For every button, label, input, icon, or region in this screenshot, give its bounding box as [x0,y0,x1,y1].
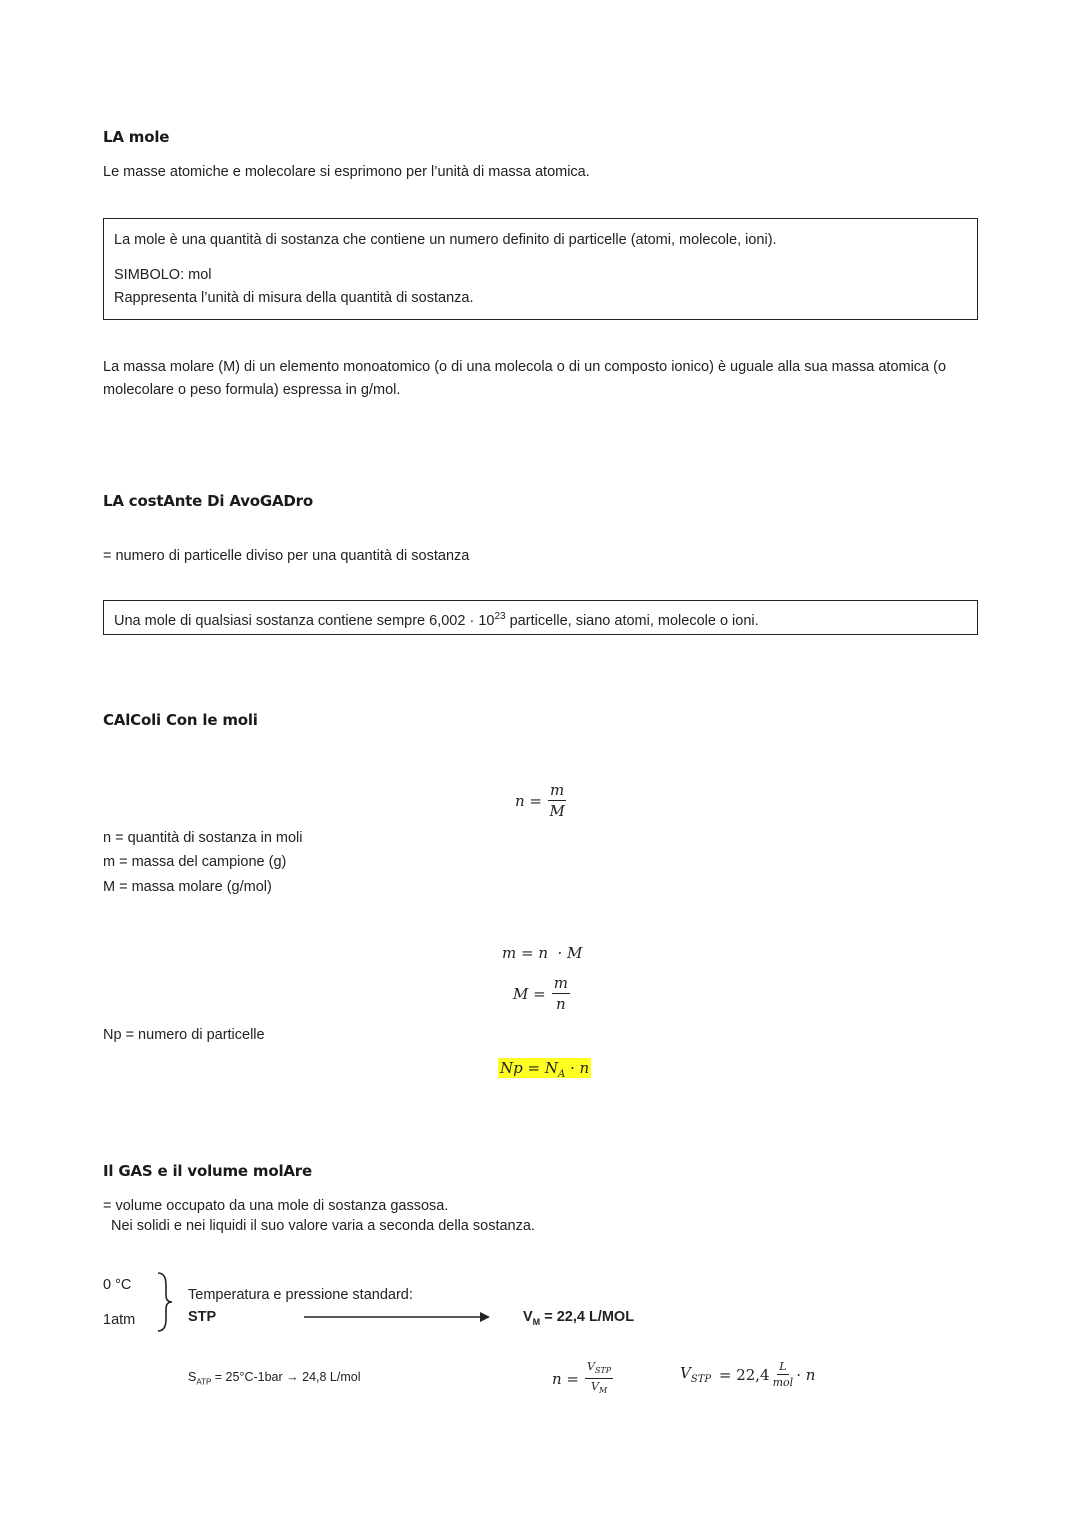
vm-prefix: V [523,1309,533,1325]
gas-definition: = volume occupato da una mole di sostanza gassosa. [103,1198,449,1214]
formula-n-num: $V_{STP}$ [585,1360,613,1379]
avogadro-box-text [114,607,759,631]
temp-label: 0 °C [103,1277,132,1293]
satp-sub: ATP [196,1377,212,1387]
formula-M-m-over-n [513,974,570,1013]
np-label: Np = numero di particelle [103,1027,265,1043]
formula3-num: m [553,974,568,992]
formula-n-vstp-over-vm [552,1360,613,1397]
stp-label: STP [188,1309,217,1325]
formula-v-fraction [773,1360,794,1389]
arrow-icon [304,1310,490,1324]
molar-mass-text-line2: molecolare o peso formula) espressa in g/mol. [103,382,401,398]
heading-gas-volume: Il GAS e il volume molAre [103,1162,312,1180]
legend-m: m = massa del campione (g) [103,854,287,870]
formula4-sub: A [557,1069,566,1080]
formula-n-m-over-M [515,781,566,820]
legend-M: M = massa molare (g/mol) [103,879,272,895]
avogadro-box-after: particelle, siano atomi, molecole o ioni. [505,612,759,629]
vm-suffix: = 22,4 L/MOL [540,1309,635,1325]
heading-avogadro: LA costAnte Di AvoGADro [103,492,313,510]
formula3-lhs: M = [513,984,546,1003]
molar-mass-text-line1: La massa molare (M) di un elemento monoatomico (o di una molecola o di un composto ionico) è uguale alla sua massa atomica (o [103,359,947,375]
satp-line [188,1369,360,1391]
standard-label: Temperatura e pressione standard: [188,1287,413,1303]
pressure-label: 1atm [103,1312,136,1328]
legend-n: n = quantità di sostanza in moli [103,830,303,846]
formula3-den: n [555,995,566,1013]
formula-m-eq-n-M: m = n · M [502,944,583,962]
formula-v-lhs: $V_{STP}$ [680,1364,712,1385]
formula1-den: M [549,802,565,820]
formula-v-eq: = 22,4 [714,1365,770,1384]
mole-symbol-text: SIMBOLO: mol [114,267,212,283]
mole-unit-text: Rappresenta l’unità di misura della quantità di sostanza. [114,290,474,306]
satp-suffix: = 25°C-1bar → 24,8 L/mol [211,1370,361,1384]
heading-calcoli: CAlColi Con le moli [103,711,258,729]
formula-vstp [680,1360,815,1389]
mole-definition-box [103,218,978,320]
formula4-lhs: Np = N [500,1059,558,1077]
satp-prefix: S [188,1370,197,1384]
avogadro-box [103,600,978,635]
formula-v-rhs: · n [796,1365,816,1384]
formula4-rhs: · n [565,1059,590,1077]
vm-value [523,1307,634,1332]
formula1-num: m [550,781,565,799]
mole-definition-text: La mole è una quantità di sostanza che contiene un numero definito di particelle (atomi, molecole, ioni). [114,232,777,248]
formula1-lhs: n = [515,791,542,810]
brace-icon [150,1271,174,1333]
formula-v-den: mol [772,1376,794,1389]
formula4-highlight [498,1058,591,1078]
avogadro-exponent: 23 [494,611,506,622]
formula-n-den: $V_M$ [591,1380,608,1396]
heading-la-mole: LA mole [103,128,170,146]
formula-n-lhs: n = [552,1369,579,1388]
formula-v-num: L [779,1360,787,1373]
formula3-fraction [552,974,570,1013]
gas-note: Nei solidi e nei liquidi il suo valore varia a seconda della sostanza. [111,1218,535,1234]
formula-n-fraction [585,1360,613,1397]
avogadro-definition: = numero di particelle diviso per una quantità di sostanza [103,548,470,564]
avogadro-box-before: Una mole di qualsiasi sostanza contiene sempre 6,002 · 10 [114,612,495,629]
formula-np-highlighted [498,1059,591,1080]
intro-text: Le masse atomiche e molecolare si esprimono per l’unità di massa atomica. [103,164,590,180]
formula1-fraction [548,781,566,820]
vm-sub: M [532,1316,541,1327]
